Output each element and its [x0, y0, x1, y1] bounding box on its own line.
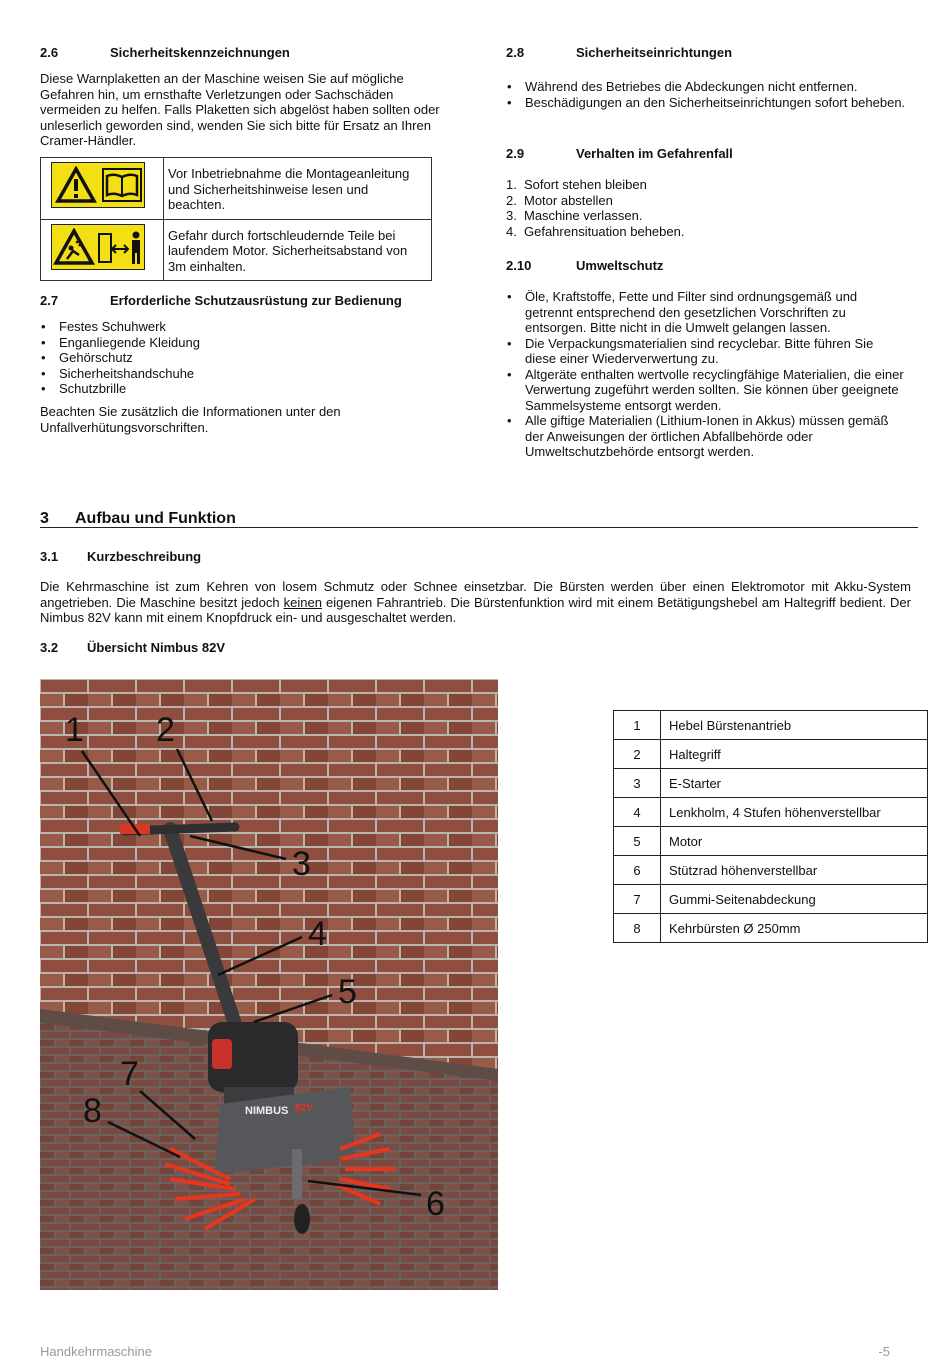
list-item: • Während des Betriebes die Abdeckungen nicht entfernen.	[506, 79, 906, 95]
table-row: 3 E-Starter	[614, 769, 928, 798]
heading-3-1: 3.1 Kurzbeschreibung	[40, 549, 202, 564]
table-row: 2 Haltegriff	[614, 740, 928, 769]
section-divider	[40, 527, 918, 528]
equipment-list	[40, 319, 440, 397]
list-item: 4. Gefahrensituation beheben.	[506, 223, 685, 239]
list-item: • Alle giftige Materialien (Lithium-Ionen in Akkus) müssen gemäß der Anweisungen der örtlichen Abfallbehörde oder Umweltschutzbehörde entsorgt werden.	[506, 413, 906, 460]
photo-callout-label: 2	[156, 711, 175, 749]
table-row: 7 Gummi-Seitenabdeckung	[614, 885, 928, 914]
s31-body: Die Kehrmaschine ist zum Kehren von losem Schmutz oder Schnee einsetzbar. Die Bürsten werden über einen Elektromotor mit Akku-System angetrieben. Die Maschine besitzt jedoch keinen eigenen Fahrantrieb. Die Bürstenfunktion wird mit einem Betätigungshebel am Haltegriff bedient. Der Nimbus 82V kann mit einem Knopfdruck ein- und ausgeschaltet werden.	[40, 579, 911, 625]
footer-title: Handkehrmaschine	[40, 1344, 153, 1359]
list-item: 2. Motor abstellen	[506, 192, 613, 208]
photo-callout-label: 1	[65, 711, 84, 749]
list-item: • Enganliegende Kleidung	[40, 335, 440, 351]
flying-debris-icon	[51, 224, 145, 270]
photo-callout-label: 3	[292, 845, 311, 883]
heading-2-10: 2.10 Umweltschutz	[506, 258, 664, 273]
heading-2-9: 2.9 Verhalten im Gefahrenfall	[506, 146, 733, 161]
safety-devices-list	[506, 79, 906, 110]
table-row: 1 Hebel Bürstenantrieb	[614, 711, 928, 740]
heading-3-2: 3.2 Übersicht Nimbus 82V	[40, 640, 225, 655]
machine-photo	[40, 679, 498, 1290]
photo-callout-label: 7	[120, 1055, 139, 1093]
table-row: 8 Kehrbürsten Ø 250mm	[614, 914, 928, 943]
heading-2-8: 2.8 Sicherheitseinrichtungen	[506, 45, 733, 60]
heading-3: 3 Aufbau und Funktion	[40, 510, 236, 527]
list-item: • Beschädigungen an den Sicherheitseinrichtungen sofort beheben.	[506, 95, 906, 111]
photo-callout-label: 4	[308, 915, 327, 953]
list-item: • Die Verpackungsmaterialien sind recyclebar. Bitte führen Sie diese einer Wiederverwertung zu.	[506, 336, 906, 367]
list-item: • Öle, Kraftstoffe, Fette und Filter sind ordnungsgemäß und getrennt entsprechend den gesetzlichen Vorschriften zu entsorgen. Bitte nicht in die Umwelt gelangen lassen.	[506, 289, 906, 336]
environment-list	[506, 289, 906, 460]
photo-callout-label: 6	[426, 1185, 445, 1223]
warning-sign-text: Vor Inbetriebnahme die Montageanleitung und Sicherheitshinweise lesen und beachten.	[164, 158, 432, 220]
list-item: • Sicherheitshandschuhe	[40, 366, 440, 382]
heading-2-7: 2.7 Erforderliche Schutzausrüstung zur Bedienung	[40, 293, 402, 308]
list-item: 1. Sofort stehen bleiben	[506, 177, 647, 192]
machine-badge: 82V	[295, 1103, 313, 1114]
list-item: • Schutzbrille	[40, 381, 440, 397]
warning-manual-icon	[51, 162, 145, 208]
warning-signs-table	[40, 157, 432, 281]
parts-table	[613, 710, 928, 943]
list-item: 3. Maschine verlassen.	[506, 208, 643, 223]
warning-sign-row	[41, 219, 432, 281]
list-item: • Altgeräte enthalten wertvolle recyclingfähige Materialien, die einer Verwertung zugeführt werden sollten. Sie können über geeignete Sammelsysteme entsorgt werden.	[506, 367, 906, 414]
emergency-steps-list	[506, 177, 906, 239]
table-row: 6 Stützrad höhenverstellbar	[614, 856, 928, 885]
list-item: • Gehörschutz	[40, 350, 440, 366]
page-number: -5	[878, 1344, 890, 1359]
photo-callout-label: 8	[83, 1092, 102, 1130]
table-row: 4 Lenkholm, 4 Stufen höhenverstellbar	[614, 798, 928, 827]
warning-sign-row	[41, 158, 432, 220]
heading-2-6: 2.6 Sicherheitskennzeichnungen	[40, 45, 290, 60]
s27-note: Beachten Sie zusätzlich die Informationen unter den Unfallverhütungsvorschriften.	[40, 404, 341, 435]
s26-body: Diese Warnplaketten an der Maschine weisen Sie auf mögliche Gefahren hin, um ernsthafte Verletzungen oder Sachschäden vermeiden zu helfen. Falls Plaketten sich abgelöst haben sollten oder unleserlich geworden sind, wenden Sie sich bitte für Ersatz an Ihren Cramer-Händler.	[40, 71, 440, 148]
table-row: 5 Motor	[614, 827, 928, 856]
machine-label: NIMBUS	[245, 1105, 289, 1117]
list-item: • Festes Schuhwerk	[40, 319, 440, 335]
warning-sign-text: Gefahr durch fortschleudernde Teile bei laufendem Motor. Sicherheitsabstand von 3m einhalten.	[164, 219, 432, 281]
photo-callout-label: 5	[338, 973, 357, 1011]
